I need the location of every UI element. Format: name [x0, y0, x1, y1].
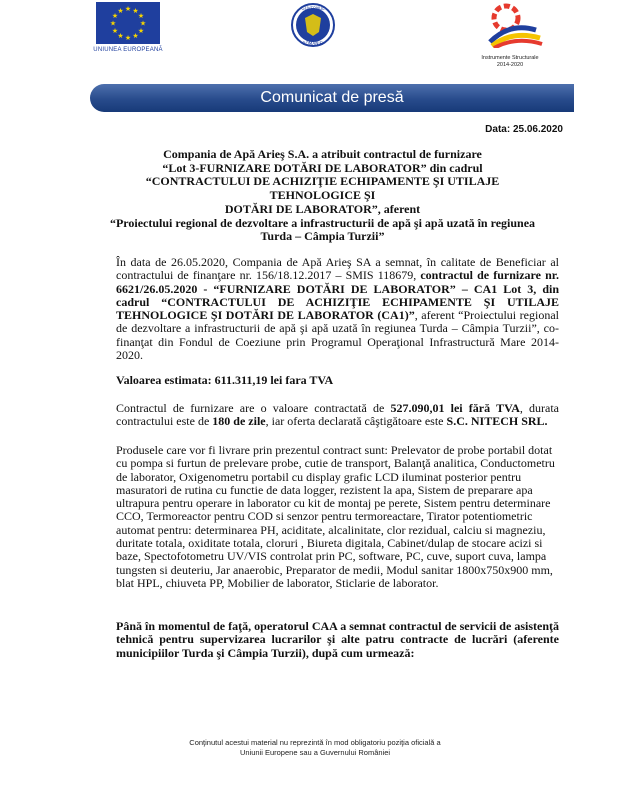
paragraph-estimated-value: Valoarea estimata: 611.311,19 lei fara TVA — [116, 373, 334, 387]
title-line-6: Turda – Câmpia Turzii” — [260, 229, 385, 244]
header-logos — [0, 0, 625, 80]
is-caption — [470, 55, 550, 69]
p1-text-2: , aferent “Proiectului regional de dezvoltare a infrastructurii de apă şi apă uzată în regiunea Turda – Câmpia Turzii”, co-finanţat din Fondul de Coeziune prin Programul Operaţional Infrastructură Mare 2014-2020. — [116, 308, 559, 363]
svg-text:★: ★ — [111, 27, 119, 35]
p3-text-1: Contractul de furnizare are o valoare contractată de — [116, 401, 391, 415]
document-title — [100, 148, 545, 244]
document-date: Data: 25.06.2020 — [485, 124, 563, 135]
paragraph-current-status: Până în momentul de faţă, operatorul CAA a semnat contractul de servicii de asistenţă tehnică pentru supervizarea lucrarilor şi alte patru contracte de lucrări (aferente municipiilor Turda şi Câmpia Turzii), după cum urmează: — [116, 619, 559, 660]
structural-instruments-logo — [470, 2, 550, 69]
is-caption-line2: 2014-2020 — [496, 62, 524, 68]
structural-instruments-icon — [470, 2, 550, 48]
p3-bold-winner: S.C. NITECH SRL. — [446, 414, 548, 429]
p3-bold-duration: 180 de zile — [212, 414, 266, 429]
svg-text:★: ★ — [139, 19, 147, 28]
svg-text:★: ★ — [124, 5, 132, 13]
p3-bold-value: 527.090,01 lei fără TVA — [390, 401, 520, 415]
svg-text:★: ★ — [124, 34, 132, 42]
paragraph-products-list: Produsele care vor fi livrare prin prezentul contract sunt: Prelevator de probe portabil dotat cu pompa si furtun de prelevare probe, cutie de transport, Balanţă analitica, Conductometru de laborator, Oxigenometru portabil cu display grafic LCD iluminat posterior pentru masuratori de rutina cu functie de data logger, rezistent la apa, Sistem de preparare apa ultrapura pentru operare in laborator cu kit de montaj pe perete, Sistem pentru determinare CCO, Termoreactor pentru COD si senzor pentru termoreactare, Tirator potentiometric automat pentru: determinarea PH, aciditate, alcalinitate, clor rezidual, calciu si magneziu, duritate totala, oxiditate totala, cloruri , Biureta digitala, Cabinet/dulap de stocare acizi si baze, Spectofotometru UV/VIS controlat prin PC, software, PC, cuve, suport cuva, lampa tungsten si deuteriu, Jar anaerobic, Preparator de medii, Modul sanitar 1800x750x900 mm, blat HPL, chiuveta PP, Mobilier de laborator, Sticlarie de laborator. — [116, 443, 555, 590]
p1-text-1: În data de 26.05.2020, Compania de Apă Arieş SA a semnat, în calitate de Beneficiar al contractului de finanţare nr. 156/18.12.2017 – SMIS 118679, — [116, 255, 559, 283]
svg-text:★: ★ — [117, 7, 124, 15]
footer-line-1: Conţinutul acestui material nu reprezintă în mod obligatoriu poziţia oficială a — [189, 738, 441, 747]
eu-logo — [92, 2, 164, 53]
title-line-4: DOTĂRI DE LABORATOR”, aferent — [224, 201, 421, 216]
svg-text:★: ★ — [137, 12, 145, 20]
svg-text:★: ★ — [132, 7, 139, 15]
svg-text:★: ★ — [137, 27, 145, 35]
disclaimer-footer — [150, 738, 480, 757]
eu-flag-icon — [96, 2, 160, 44]
paragraph-contract-signing — [116, 256, 559, 362]
government-emblem-icon — [290, 2, 336, 48]
title-line-5: “Proiectului regional de dezvoltare a infrastructurii de apă şi apă uzată în regiunea — [109, 215, 536, 230]
eu-caption: UNIUNEA EUROPEANĂ — [93, 47, 163, 53]
gov-text-bottom: ROMÂNIEI — [302, 41, 324, 46]
svg-text:★: ★ — [111, 12, 119, 20]
svg-text:★: ★ — [109, 19, 117, 28]
p3-text-3: , iar oferta declarată câştigătoare este — [265, 414, 447, 429]
gov-text-top: GUVERNUL — [301, 6, 325, 11]
paragraph-contract-value — [116, 402, 559, 429]
title-line-1: Compania de Apă Arieş S.A. a atribuit contractul de furnizare — [163, 147, 482, 161]
svg-text:★: ★ — [117, 32, 124, 40]
p3-text-2: , durata contractului este de — [116, 401, 560, 429]
press-release-banner: Comunicat de presă — [90, 84, 574, 112]
title-line-2: “Lot 3-FURNIZARE DOTĂRI DE LABORATOR” din cadrul — [162, 160, 483, 175]
title-line-3: “CONTRACTULUI DE ACHIZIŢIE ECHIPAMENTE ŞI UTILAJE TEHNOLOGICE ŞI — [145, 174, 500, 203]
footer-line-2: Uniunii Europene sau a Guvernului României — [239, 747, 391, 757]
is-caption-line1: Instrumente Structurale — [481, 55, 539, 61]
p1-bold-contract: contractul de furnizare nr. 6621/26.05.2020 - “FURNIZARE DOTĂRI DE LABORATOR” – CA1 Lot 3, din cadrul “CONTRACTULUI DE ACHIZIŢIE ECHIPAMENTE ŞI UTILAJE TEHNOLOGICE ŞI DOTĂRI DE LABORATOR (CA1)” — [116, 268, 559, 323]
svg-text:★: ★ — [132, 32, 139, 40]
